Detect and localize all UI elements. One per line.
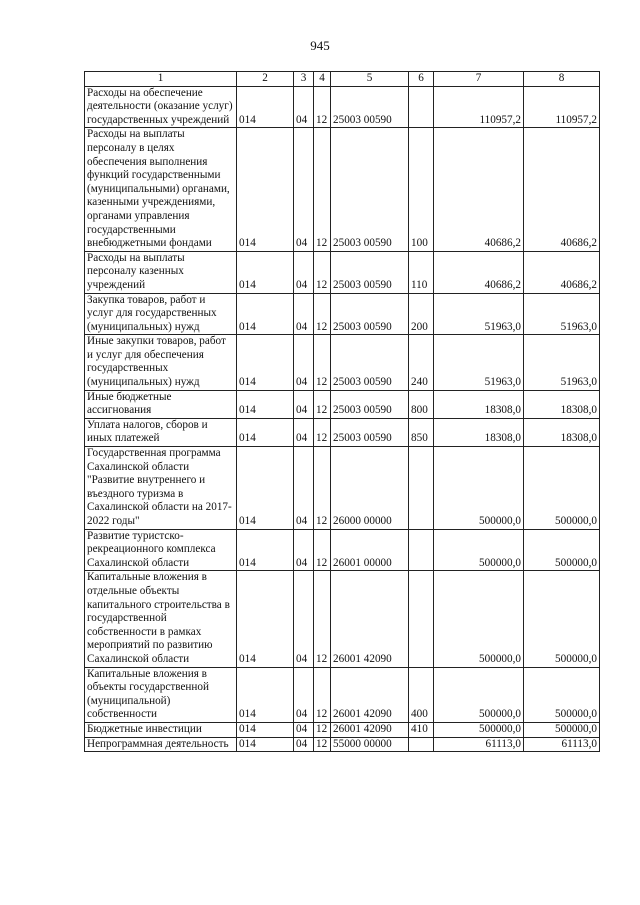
cell-amount-col7: 110957,2 bbox=[434, 86, 524, 128]
cell-name: Иные закупки товаров, работ и услуг для обеспечения государственных (муниципальных) нужд bbox=[85, 335, 237, 390]
cell-section: 04 bbox=[294, 251, 314, 293]
page-number: 945 bbox=[310, 38, 330, 53]
cell-target-article: 26000 00000 bbox=[331, 447, 409, 530]
cell-ministry: 014 bbox=[237, 418, 294, 446]
cell-target-article: 25003 00590 bbox=[331, 293, 409, 335]
cell-amount-col8: 40686,2 bbox=[524, 128, 600, 251]
cell-subsection: 12 bbox=[314, 251, 331, 293]
cell-ministry: 014 bbox=[237, 128, 294, 251]
table-row bbox=[85, 418, 600, 446]
cell-subsection: 12 bbox=[314, 335, 331, 390]
cell-ministry: 014 bbox=[237, 667, 294, 722]
cell-subsection: 12 bbox=[314, 390, 331, 418]
cell-target-article: 26001 00000 bbox=[331, 529, 409, 571]
cell-subsection: 12 bbox=[314, 667, 331, 722]
cell-amount-col7: 40686,2 bbox=[434, 128, 524, 251]
cell-expense-type: 400 bbox=[409, 667, 434, 722]
column-header: 1 bbox=[85, 72, 237, 87]
cell-name: Развитие туристско-рекреационного комплекса Сахалинской области bbox=[85, 529, 237, 571]
cell-ministry: 014 bbox=[237, 722, 294, 737]
cell-name: Иные бюджетные ассигнования bbox=[85, 390, 237, 418]
cell-name: Бюджетные инвестиции bbox=[85, 722, 237, 737]
cell-name: Уплата налогов, сборов и иных платежей bbox=[85, 418, 237, 446]
cell-expense-type: 800 bbox=[409, 390, 434, 418]
cell-section: 04 bbox=[294, 418, 314, 446]
cell-target-article: 25003 00590 bbox=[331, 128, 409, 251]
cell-subsection: 12 bbox=[314, 447, 331, 530]
cell-ministry: 014 bbox=[237, 447, 294, 530]
cell-name: Расходы на выплаты персоналу в целях обеспечения выполнения функций государственными (муниципальными) органами, казенными учреждениями, органами управления государственными внебюджетными фондами bbox=[85, 128, 237, 251]
table-row bbox=[85, 667, 600, 722]
cell-subsection: 12 bbox=[314, 529, 331, 571]
cell-amount-col7: 51963,0 bbox=[434, 293, 524, 335]
table-row bbox=[85, 529, 600, 571]
cell-name: Расходы на выплаты персоналу казенных учреждений bbox=[85, 251, 237, 293]
cell-expense-type bbox=[409, 571, 434, 667]
cell-amount-col8: 500000,0 bbox=[524, 571, 600, 667]
cell-name: Непрограммная деятельность bbox=[85, 737, 237, 752]
cell-amount-col8: 51963,0 bbox=[524, 293, 600, 335]
cell-amount-col7: 500000,0 bbox=[434, 447, 524, 530]
table-row bbox=[85, 722, 600, 737]
cell-amount-col8: 500000,0 bbox=[524, 447, 600, 530]
cell-expense-type: 110 bbox=[409, 251, 434, 293]
cell-expense-type bbox=[409, 737, 434, 752]
cell-section: 04 bbox=[294, 571, 314, 667]
cell-name: Государственная программа Сахалинской области "Развитие внутреннего и въездного туризма в Сахалинской области на 2017-2022 годы" bbox=[85, 447, 237, 530]
cell-ministry: 014 bbox=[237, 335, 294, 390]
cell-amount-col8: 500000,0 bbox=[524, 529, 600, 571]
column-header: 3 bbox=[294, 72, 314, 87]
cell-ministry: 014 bbox=[237, 293, 294, 335]
cell-subsection: 12 bbox=[314, 293, 331, 335]
cell-target-article: 26001 42090 bbox=[331, 667, 409, 722]
cell-amount-col7: 40686,2 bbox=[434, 251, 524, 293]
cell-expense-type: 850 bbox=[409, 418, 434, 446]
cell-amount-col7: 51963,0 bbox=[434, 335, 524, 390]
cell-target-article: 25003 00590 bbox=[331, 335, 409, 390]
cell-target-article: 26001 42090 bbox=[331, 722, 409, 737]
cell-amount-col7: 61113,0 bbox=[434, 737, 524, 752]
cell-ministry: 014 bbox=[237, 529, 294, 571]
cell-amount-col8: 500000,0 bbox=[524, 667, 600, 722]
cell-amount-col7: 500000,0 bbox=[434, 529, 524, 571]
cell-ministry: 014 bbox=[237, 737, 294, 752]
cell-section: 04 bbox=[294, 293, 314, 335]
cell-amount-col7: 18308,0 bbox=[434, 390, 524, 418]
table-row bbox=[85, 447, 600, 530]
table-row bbox=[85, 128, 600, 251]
cell-subsection: 12 bbox=[314, 722, 331, 737]
cell-section: 04 bbox=[294, 737, 314, 752]
cell-amount-col7: 500000,0 bbox=[434, 571, 524, 667]
cell-subsection: 12 bbox=[314, 737, 331, 752]
cell-target-article: 55000 00000 bbox=[331, 737, 409, 752]
cell-ministry: 014 bbox=[237, 571, 294, 667]
table-row bbox=[85, 86, 600, 128]
table-row bbox=[85, 335, 600, 390]
cell-amount-col8: 18308,0 bbox=[524, 390, 600, 418]
cell-amount-col7: 500000,0 bbox=[434, 722, 524, 737]
column-header: 7 bbox=[434, 72, 524, 87]
cell-ministry: 014 bbox=[237, 390, 294, 418]
column-header: 4 bbox=[314, 72, 331, 87]
cell-ministry: 014 bbox=[237, 86, 294, 128]
cell-ministry: 014 bbox=[237, 251, 294, 293]
column-header: 2 bbox=[237, 72, 294, 87]
cell-target-article: 25003 00590 bbox=[331, 390, 409, 418]
cell-subsection: 12 bbox=[314, 418, 331, 446]
cell-name: Капитальные вложения в объекты государственной (муниципальной) собственности bbox=[85, 667, 237, 722]
column-header: 5 bbox=[331, 72, 409, 87]
cell-target-article: 25003 00590 bbox=[331, 251, 409, 293]
cell-name: Закупка товаров, работ и услуг для государственных (муниципальных) нужд bbox=[85, 293, 237, 335]
cell-section: 04 bbox=[294, 86, 314, 128]
cell-amount-col8: 40686,2 bbox=[524, 251, 600, 293]
cell-amount-col8: 51963,0 bbox=[524, 335, 600, 390]
cell-section: 04 bbox=[294, 529, 314, 571]
budget-table bbox=[84, 71, 600, 752]
cell-amount-col8: 61113,0 bbox=[524, 737, 600, 752]
cell-target-article: 25003 00590 bbox=[331, 418, 409, 446]
cell-expense-type: 100 bbox=[409, 128, 434, 251]
cell-subsection: 12 bbox=[314, 571, 331, 667]
cell-amount-col8: 110957,2 bbox=[524, 86, 600, 128]
column-header: 6 bbox=[409, 72, 434, 87]
table-row bbox=[85, 390, 600, 418]
table-row bbox=[85, 251, 600, 293]
cell-amount-col7: 500000,0 bbox=[434, 667, 524, 722]
cell-section: 04 bbox=[294, 128, 314, 251]
cell-section: 04 bbox=[294, 667, 314, 722]
cell-expense-type: 200 bbox=[409, 293, 434, 335]
cell-expense-type bbox=[409, 86, 434, 128]
column-header: 8 bbox=[524, 72, 600, 87]
cell-expense-type: 410 bbox=[409, 722, 434, 737]
cell-target-article: 25003 00590 bbox=[331, 86, 409, 128]
cell-name: Капитальные вложения в отдельные объекты капитального строительства в государственной собственности в рамках мероприятий по развитию Сахалинской области bbox=[85, 571, 237, 667]
cell-section: 04 bbox=[294, 722, 314, 737]
cell-section: 04 bbox=[294, 335, 314, 390]
cell-section: 04 bbox=[294, 447, 314, 530]
cell-expense-type bbox=[409, 529, 434, 571]
table-row bbox=[85, 737, 600, 752]
cell-name: Расходы на обеспечение деятельности (оказание услуг) государственных учреждений bbox=[85, 86, 237, 128]
cell-amount-col8: 18308,0 bbox=[524, 418, 600, 446]
cell-expense-type bbox=[409, 447, 434, 530]
cell-amount-col8: 500000,0 bbox=[524, 722, 600, 737]
cell-section: 04 bbox=[294, 390, 314, 418]
table-row bbox=[85, 293, 600, 335]
cell-subsection: 12 bbox=[314, 128, 331, 251]
header-row bbox=[85, 72, 600, 87]
cell-expense-type: 240 bbox=[409, 335, 434, 390]
table-row bbox=[85, 571, 600, 667]
cell-target-article: 26001 42090 bbox=[331, 571, 409, 667]
cell-subsection: 12 bbox=[314, 86, 331, 128]
cell-amount-col7: 18308,0 bbox=[434, 418, 524, 446]
